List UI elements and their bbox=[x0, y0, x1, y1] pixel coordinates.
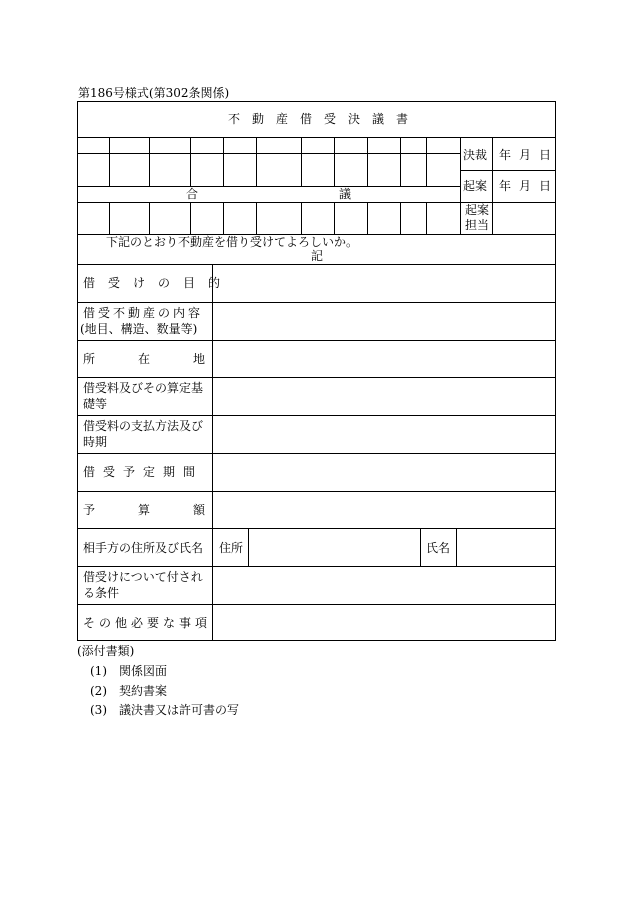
kessai-label: 決裁 bbox=[463, 148, 488, 162]
year-label: 年 bbox=[499, 179, 512, 193]
seal-grid-line bbox=[77, 186, 460, 187]
seal-col-line bbox=[400, 137, 401, 186]
approval-date-line bbox=[460, 170, 556, 171]
seal-col-line bbox=[223, 137, 224, 186]
fee-label-line2: 礎等 bbox=[83, 397, 108, 411]
month-label: 月 bbox=[518, 148, 531, 162]
seal-col-line bbox=[190, 202, 191, 234]
other-label: その他必要な事項 bbox=[83, 616, 212, 630]
purpose-label: 借受けの目的 bbox=[83, 276, 234, 290]
day-label: 日 bbox=[538, 179, 551, 193]
row-line bbox=[77, 453, 556, 454]
row-line bbox=[77, 566, 556, 567]
kian-label: 起案 bbox=[463, 179, 488, 193]
seal-col-line bbox=[109, 202, 110, 234]
form-number: 第186号様式(第302条関係) bbox=[78, 86, 230, 100]
fee-label-line1: 借受料及びその算定基 bbox=[83, 381, 204, 395]
attachment-item: 関係図面 bbox=[119, 664, 168, 678]
seal-col-line bbox=[426, 137, 427, 186]
seal-col-line bbox=[149, 137, 150, 186]
address-label-line bbox=[248, 528, 249, 566]
month-label: 月 bbox=[518, 179, 531, 193]
kessai-date bbox=[499, 148, 551, 163]
kian-tanto-line1: 起案 bbox=[465, 203, 490, 217]
intro-text: 下記のとおり不動産を借り受けてよろしいか。 bbox=[106, 235, 359, 249]
budget-label: 予算額 bbox=[83, 503, 249, 517]
seal-col-line bbox=[223, 202, 224, 234]
conditions-label-line2: る条件 bbox=[83, 586, 120, 600]
attachment-item: 議決書又は許可書の写 bbox=[119, 703, 240, 717]
attachment-num: (1) bbox=[90, 664, 107, 678]
seal-col-line bbox=[426, 202, 427, 234]
seal-grid-line bbox=[77, 202, 460, 203]
seal-col-line bbox=[256, 137, 257, 186]
row-line bbox=[77, 528, 556, 529]
seal-col-line bbox=[256, 202, 257, 234]
form-title: 不動産借受決議書 bbox=[228, 112, 421, 126]
name-value-line bbox=[456, 528, 457, 566]
seal-col-line bbox=[367, 202, 368, 234]
seal-col-line bbox=[301, 202, 302, 234]
intro-bottom-line bbox=[77, 264, 556, 265]
name-label-line bbox=[420, 528, 421, 566]
content-label-line2: (地目、構造、数量等) bbox=[80, 322, 198, 336]
row-line bbox=[77, 302, 556, 303]
seal-col-line bbox=[190, 137, 191, 186]
seal-col-line bbox=[109, 137, 110, 186]
party-label: 相手方の住所及び氏名 bbox=[83, 541, 204, 555]
kian-date bbox=[499, 179, 551, 194]
content-label-line1: 借受不動産の内容 bbox=[83, 306, 204, 320]
attachment-num: (3) bbox=[90, 703, 107, 717]
name-label: 氏名 bbox=[426, 541, 451, 555]
seal-col-line bbox=[334, 202, 335, 234]
day-label: 日 bbox=[538, 148, 551, 162]
address-label: 住所 bbox=[219, 541, 244, 555]
seal-col-line bbox=[400, 202, 401, 234]
location-label: 所在地 bbox=[83, 352, 249, 366]
conditions-label-line1: 借受けについて付され bbox=[83, 570, 203, 584]
row-line bbox=[77, 377, 556, 378]
attachments-heading: (添付書類) bbox=[77, 644, 135, 658]
approval-block-line bbox=[460, 137, 461, 234]
row-line bbox=[77, 340, 556, 341]
kian-tanto-line2: 担当 bbox=[465, 218, 490, 232]
gou-label: 合 bbox=[186, 187, 199, 201]
payment-label-line1: 借受料の支払方法及び bbox=[83, 419, 204, 433]
payment-label-line2: 時期 bbox=[83, 435, 108, 449]
period-label: 借受予定期間 bbox=[83, 465, 204, 479]
seal-col-line bbox=[301, 137, 302, 186]
gi-label: 議 bbox=[339, 187, 352, 201]
row-line bbox=[77, 491, 556, 492]
attachment-item: 契約書案 bbox=[119, 684, 168, 698]
year-label: 年 bbox=[499, 148, 512, 162]
seal-col-line bbox=[367, 137, 368, 186]
row-line bbox=[77, 415, 556, 416]
seal-col-line bbox=[334, 137, 335, 186]
ki-label: 記 bbox=[311, 249, 324, 263]
seal-grid-line bbox=[77, 153, 460, 154]
seal-col-line bbox=[149, 202, 150, 234]
row-line bbox=[77, 604, 556, 605]
approval-block-line bbox=[492, 137, 493, 234]
label-column-line bbox=[212, 264, 213, 641]
attachment-num: (2) bbox=[90, 684, 107, 698]
